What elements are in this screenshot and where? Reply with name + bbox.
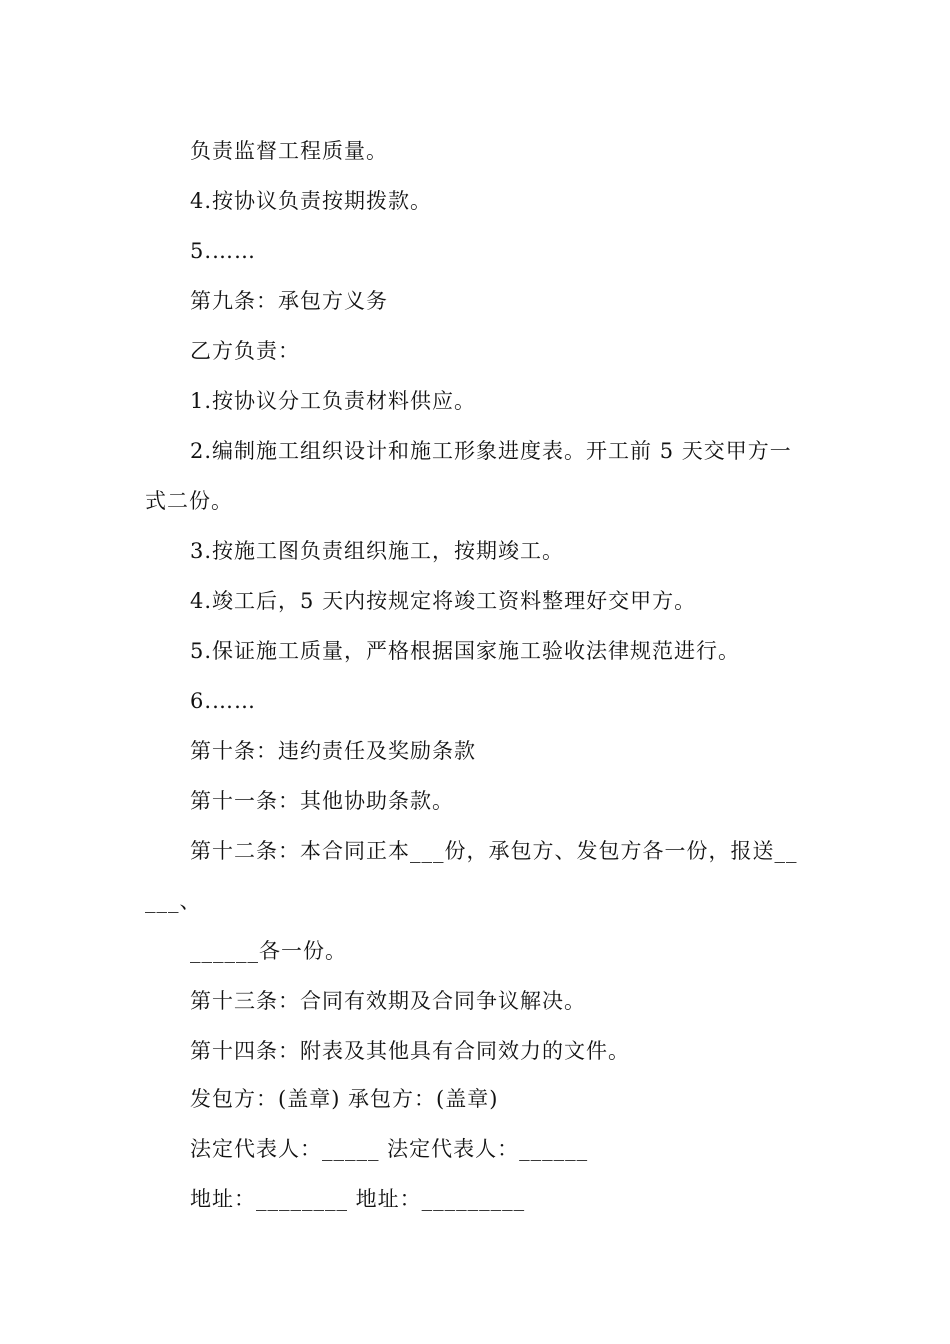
- line-supervise-quality: 负责监督工程质量。: [190, 139, 388, 163]
- legal-representative-line: 法定代表人：_____ 法定代表人：______: [190, 1137, 589, 1161]
- address-line: 地址：________ 地址：_________: [190, 1187, 526, 1211]
- article-14-heading: 第十四条：附表及其他具有合同效力的文件。: [190, 1039, 630, 1063]
- article-9-heading: 第九条：承包方义务: [190, 289, 388, 313]
- line-party-b-responsible: 乙方负责：: [190, 339, 300, 363]
- article-12-text-cont: ___、: [145, 889, 202, 913]
- line-payment: 4.按协议负责按期拨款。: [190, 189, 433, 213]
- signature-seals-line: 发包方：(盖章) 承包方：(盖章): [190, 1087, 499, 1111]
- article-11-heading: 第十一条：其他协助条款。: [190, 789, 454, 813]
- line-organize-construction: 3.按施工图负责组织施工，按期竣工。: [190, 539, 565, 563]
- article-12-text: 第十二条：本合同正本___份，承包方、发包方各一份，报送__: [190, 839, 798, 863]
- article-12-text-cont2: ______各一份。: [190, 939, 347, 963]
- line-construction-plan-cont: 式二份。: [145, 489, 233, 513]
- line-completion-docs: 4.竣工后，5 天内按规定将竣工资料整理好交甲方。: [190, 589, 697, 613]
- line-materials-supply: 1.按协议分工负责材料供应。: [190, 389, 477, 413]
- line-item-6-ellipsis: 6.……: [190, 689, 257, 713]
- article-13-heading: 第十三条：合同有效期及合同争议解决。: [190, 989, 586, 1013]
- article-10-heading: 第十条：违约责任及奖励条款: [190, 739, 476, 763]
- line-item-5-ellipsis: 5.……: [190, 239, 257, 263]
- line-quality-guarantee: 5.保证施工质量，严格根据国家施工验收法律规范进行。: [190, 639, 741, 663]
- line-construction-plan: 2.编制施工组织设计和施工形象进度表。开工前 5 天交甲方一: [190, 439, 792, 463]
